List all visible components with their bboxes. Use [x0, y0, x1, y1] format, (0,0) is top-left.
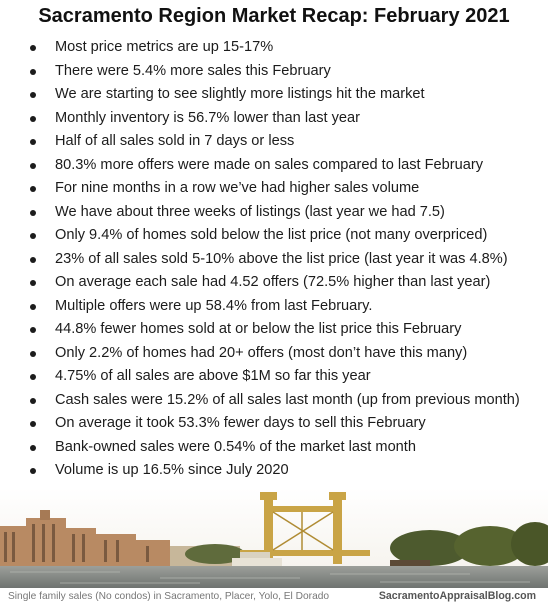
bullet-dot-icon	[30, 304, 36, 310]
bullet-dot-icon	[30, 421, 36, 427]
recap-bullet-text: Only 9.4% of homes sold below the list price (not many overpriced)	[55, 227, 488, 243]
bullet-dot-icon	[30, 233, 36, 239]
recap-bullet-text: Bank-owned sales were 0.54% of the market last month	[55, 438, 416, 455]
recap-bullet-item	[0, 295, 548, 319]
bullet-dot-icon	[30, 374, 36, 380]
recap-bullet-text: We have about three weeks of listings (last year we had 7.5)	[55, 203, 445, 220]
bullet-dot-icon	[30, 186, 36, 192]
recap-bullet-text: 23% of all sales sold 5-10% above the list price (last year it was 4.8%)	[55, 250, 508, 267]
bullet-dot-icon	[30, 398, 36, 404]
recap-bullet-item	[0, 177, 548, 201]
recap-bullet-item	[0, 130, 548, 154]
recap-bullet-item	[0, 201, 548, 225]
bullet-dot-icon	[30, 257, 36, 263]
sacramento-riverfront-photo	[0, 488, 548, 588]
bullet-dot-icon	[30, 445, 36, 451]
recap-bullet-item	[0, 224, 548, 248]
recap-bullet-item	[0, 412, 548, 436]
bullet-dot-icon	[30, 327, 36, 333]
recap-bullet-item	[0, 36, 548, 60]
recap-bullet-text: Cash sales were 15.2% of all sales last month (up from previous month)	[55, 391, 520, 408]
recap-bullet-item	[0, 271, 548, 295]
recap-bullet-text: Most price metrics are up 15-17%	[55, 39, 274, 55]
bullet-dot-icon	[30, 45, 36, 51]
recap-bullet-item	[0, 389, 548, 413]
footer-site: SacramentoAppraisalBlog.com	[378, 590, 536, 602]
bullet-dot-icon	[30, 139, 36, 145]
recap-bullet-text: There were 5.4% more sales this February	[55, 62, 331, 79]
recap-bullet-text: Monthly inventory is 56.7% lower than last year	[55, 109, 360, 126]
recap-bullet-text: Only 2.2% of homes had 20+ offers (most don’t have this many)	[55, 344, 468, 361]
recap-bullet-item	[0, 83, 548, 107]
recap-bullet-item	[0, 154, 548, 178]
recap-list	[0, 36, 548, 483]
recap-bullet-text: 4.75% of all sales are above $1M so far this year	[55, 368, 371, 384]
recap-bullet-item	[0, 318, 548, 342]
recap-bullet-text: 80.3% more offers were made on sales compared to last February	[55, 156, 484, 173]
recap-bullet-item	[0, 436, 548, 460]
footer-note: Single family sales (No condos) in Sacramento, Placer, Yolo, El Dorado	[8, 591, 330, 602]
recap-bullet-text: Volume is up 16.5% since July 2020	[55, 462, 289, 478]
recap-bullet-text: On average each sale had 4.52 offers (72.5% higher than last year)	[55, 274, 491, 290]
recap-bullet-item	[0, 342, 548, 366]
recap-bullet-item	[0, 248, 548, 272]
recap-bullet-text: 44.8% fewer homes sold at or below the list price this February	[55, 321, 462, 337]
bullet-dot-icon	[30, 280, 36, 286]
bullet-dot-icon	[30, 116, 36, 122]
page-title: Sacramento Region Market Recap: February 2021	[38, 5, 510, 27]
bullet-dot-icon	[30, 163, 36, 169]
recap-bullet-text: Half of all sales sold in 7 days or less	[55, 133, 295, 149]
footer	[0, 588, 548, 605]
recap-bullet-text: Multiple offers were up 58.4% from last February.	[55, 297, 373, 314]
recap-bullet-text: We are starting to see slightly more listings hit the market	[55, 86, 425, 102]
bullet-dot-icon	[30, 69, 36, 75]
bullet-dot-icon	[30, 92, 36, 98]
recap-bullet-text: On average it took 53.3% fewer days to sell this February	[55, 415, 426, 431]
recap-bullet-item	[0, 459, 548, 483]
recap-bullet-text: For nine months in a row we’ve had higher sales volume	[55, 180, 420, 196]
recap-bullet-item	[0, 107, 548, 131]
bullet-dot-icon	[30, 351, 36, 357]
bullet-dot-icon	[30, 210, 36, 216]
recap-bullet-item	[0, 60, 548, 84]
bullet-dot-icon	[30, 468, 36, 474]
recap-bullet-item	[0, 365, 548, 389]
